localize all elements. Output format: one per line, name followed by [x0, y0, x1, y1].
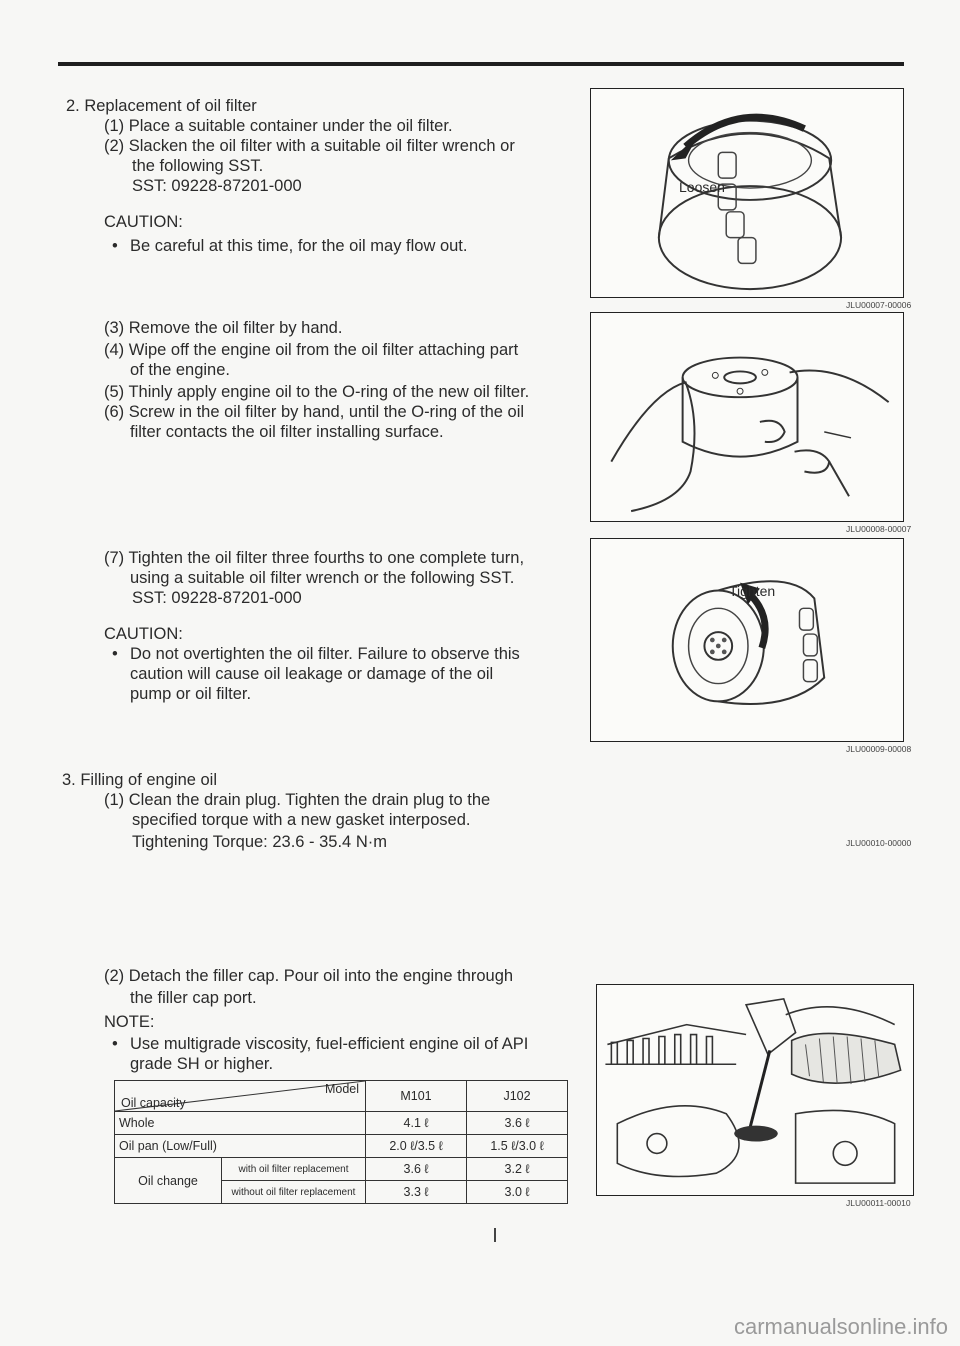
step-3-2: (2) Detach the filler cap. Pour oil into the engine through: [104, 967, 514, 985]
hand-install-illustration: [591, 313, 903, 521]
model-j102-header: J102: [467, 1081, 568, 1112]
caution-2-line-3: pump or oil filter.: [130, 685, 252, 703]
step-2-4-cont: of the engine.: [130, 361, 230, 379]
section-3-heading: 3. Filling of engine oil: [62, 771, 218, 789]
step-3-1: (1) Clean the drain plug. Tighten the drain plug to the: [104, 791, 491, 809]
without-filter-m101: 3.3 ℓ: [366, 1181, 467, 1204]
loosen-label: Loosen: [679, 179, 725, 195]
figure-2-code: JLU00008-00007: [846, 524, 912, 534]
table-row: [115, 1135, 568, 1158]
table-row: [115, 1158, 568, 1181]
figure-1-code: JLU00007-00006: [846, 300, 912, 310]
caution-2-line-2: caution will cause oil leakage or damage of the oil: [130, 665, 494, 683]
row-label-whole: Whole: [115, 1112, 366, 1135]
caution-2-line-1: • Do not overtighten the oil filter. Failure to observe this: [130, 644, 520, 664]
corner-model-label: Model: [324, 1082, 359, 1096]
sst-number-1: SST: 09228-87201-000: [132, 177, 302, 195]
table-row: [115, 1112, 568, 1135]
figure-4-code: JLU00010-00000: [846, 838, 912, 848]
step-2-6: (6) Screw in the oil filter by hand, until the O-ring of the oil: [104, 403, 525, 421]
step-2-4: (4) Wipe off the engine oil from the oil filter attaching part: [104, 341, 519, 359]
figure-install-by-hand: [590, 312, 904, 522]
note-title: NOTE:: [104, 1013, 155, 1031]
corner-capacity-label: Oil capacity: [121, 1096, 186, 1110]
step-2-6-cont: filter contacts the oil filter installing surface.: [130, 423, 444, 441]
figure-5-code: JLU00011-00010: [846, 1198, 911, 1208]
table-corner-cell: [115, 1081, 366, 1112]
oil-pan-m101: 2.0 ℓ/3.5 ℓ: [366, 1135, 467, 1158]
step-2-3: (3) Remove the oil filter by hand.: [104, 319, 343, 337]
tighten-label: Tighten: [729, 583, 776, 599]
model-m101-header: M101: [366, 1081, 467, 1112]
step-2-7-cont: using a suitable oil filter wrench or the following SST.: [130, 569, 515, 587]
step-2-7: (7) Tighten the oil filter three fourths to one complete turn,: [104, 549, 525, 567]
page-mark: [494, 1228, 496, 1242]
caution-1-text: • Be careful at this time, for the oil may flow out.: [130, 236, 467, 256]
figure-loosen-oil-filter: [590, 88, 904, 298]
step-3-1-cont: specified torque with a new gasket interposed.: [132, 811, 471, 829]
tightening-torque: Tightening Torque: 23.6 - 35.4 N·m: [132, 833, 387, 851]
note-line-1: • Use multigrade viscosity, fuel-efficient engine oil of API: [130, 1034, 528, 1054]
figure-3-code: JLU00009-00008: [846, 744, 912, 754]
step-3-2-cont: the filler cap port.: [130, 989, 257, 1007]
with-filter-label: with oil filter replacement: [222, 1158, 366, 1181]
caution-1-title: CAUTION:: [104, 213, 183, 231]
with-filter-j102: 3.2 ℓ: [467, 1158, 568, 1181]
caution-2-title: CAUTION:: [104, 625, 183, 643]
row-label-oil-pan: Oil pan (Low/Full): [115, 1135, 366, 1158]
step-2-5: (5) Thinly apply engine oil to the O-ring of the new oil filter.: [104, 383, 530, 401]
top-rule: [58, 62, 904, 66]
whole-j102: 3.6 ℓ: [467, 1112, 568, 1135]
oil-filter-loosen-illustration: [591, 89, 903, 297]
whole-m101: 4.1 ℓ: [366, 1112, 467, 1135]
oil-filter-tighten-illustration: [591, 539, 903, 741]
figure-pour-engine-oil: [596, 984, 914, 1196]
table-header-row: [115, 1081, 568, 1112]
step-2-2: (2) Slacken the oil filter with a suitable oil filter wrench or: [104, 137, 515, 155]
without-filter-j102: 3.0 ℓ: [467, 1181, 568, 1204]
sst-number-2: SST: 09228-87201-000: [132, 589, 302, 607]
without-filter-label: without oil filter replacement: [222, 1181, 366, 1204]
row-label-oil-change: Oil change: [115, 1158, 222, 1204]
with-filter-m101: 3.6 ℓ: [366, 1158, 467, 1181]
step-2-1: (1) Place a suitable container under the oil filter.: [104, 117, 453, 135]
figure-tighten-oil-filter: [590, 538, 904, 742]
oil-pan-j102: 1.5 ℓ/3.0 ℓ: [467, 1135, 568, 1158]
note-line-2: grade SH or higher.: [130, 1055, 274, 1073]
engine-oil-filling-illustration: [597, 985, 913, 1195]
oil-capacity-table: [114, 1080, 568, 1204]
section-2-heading: 2. Replacement of oil filter: [66, 97, 257, 115]
watermark-url: carmanualsonline.info: [733, 1314, 948, 1339]
step-2-2-cont: the following SST.: [132, 157, 264, 175]
